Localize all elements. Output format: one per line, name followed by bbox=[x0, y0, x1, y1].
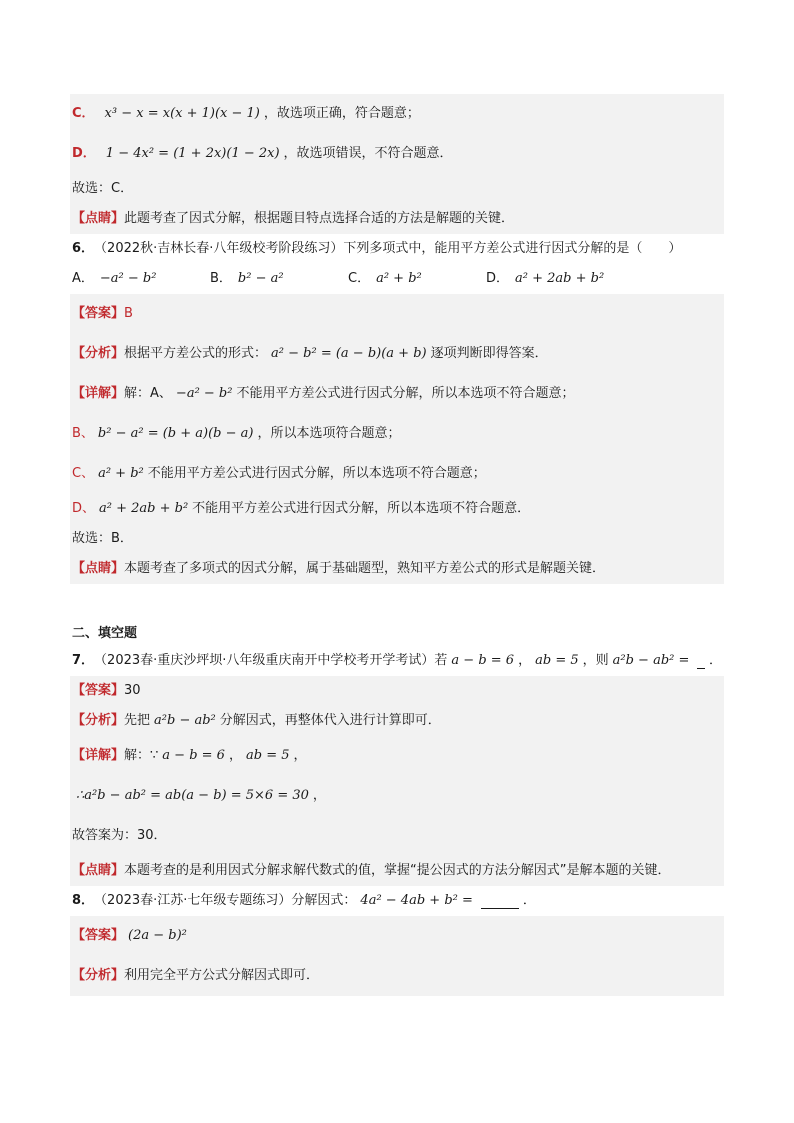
explanation-text: ，故选项正确，符合题意； bbox=[263, 106, 420, 121]
q5-option-c-explanation bbox=[70, 94, 724, 134]
answer-line-text: 故答案为：30． bbox=[72, 828, 167, 843]
question-source: （2022秋·吉林长春·八年级校考阶段练习） bbox=[94, 241, 344, 256]
formula: a² − b² = (a − b)(a + b) bbox=[271, 346, 427, 361]
formula: 1 − 4x² = (1 + 2x)(1 − 2x) bbox=[105, 146, 280, 161]
option-letter: C． bbox=[72, 106, 95, 121]
option-letter: D． bbox=[72, 146, 96, 161]
punctuation: ， bbox=[228, 748, 242, 763]
analysis-text: 逐项判断即得答案． bbox=[430, 346, 548, 361]
detail-letter: B、 bbox=[72, 426, 94, 441]
option-math: a² + b² bbox=[376, 271, 422, 286]
option-letter: C． bbox=[348, 271, 371, 286]
analysis-text: 根据平方差公式的形式： bbox=[124, 346, 268, 361]
question-source: （2023春·重庆沙坪坝·八年级重庆南开中学校考开学考试） bbox=[94, 653, 435, 668]
question-stem: 若 bbox=[434, 653, 448, 668]
q7-answer bbox=[70, 676, 724, 706]
analysis-text: 利用完全平方公式分解因式即可． bbox=[124, 968, 320, 983]
question-source: （2023春·江苏·七年级专题练习） bbox=[94, 893, 292, 908]
q8-stem bbox=[70, 886, 724, 916]
q6-analysis bbox=[70, 334, 724, 374]
answer-label: 【答案】 bbox=[72, 306, 125, 321]
analysis-label: 【分析】 bbox=[72, 968, 125, 983]
question-stem: ，则 bbox=[582, 653, 609, 668]
formula: ab = 5 bbox=[535, 653, 579, 668]
choose-text: 故选：B． bbox=[72, 531, 133, 546]
formula: b² − a² = (b + a)(b − a) bbox=[97, 426, 254, 441]
q7-comment bbox=[70, 856, 724, 886]
analysis-label: 【分析】 bbox=[72, 346, 125, 361]
formula: 4a² − 4ab + b² = bbox=[360, 893, 473, 908]
analysis-text: 分解因式，再整体代入进行计算即可． bbox=[219, 713, 441, 728]
q6-options bbox=[70, 264, 724, 294]
formula: a − b = 6 bbox=[451, 653, 515, 668]
detail-letter: C、 bbox=[72, 466, 95, 481]
q6-detail-b bbox=[70, 414, 724, 454]
comment-label: 【点睛】 bbox=[72, 863, 125, 878]
detail-text: 解：A、 bbox=[124, 386, 172, 401]
comment-text: 本题考查的是利用因式分解求解代数式的值，掌握“提公因式的方法分解因式”是解本题的关键． bbox=[124, 863, 671, 878]
formula: a²b − ab² = bbox=[612, 653, 690, 668]
answer-blank bbox=[697, 654, 705, 669]
comment-text: 本题考查了多项式的因式分解，属于基础题型，熟知平方差公式的形式是解题关键． bbox=[124, 561, 606, 576]
punctuation: ， bbox=[293, 748, 307, 763]
question-number: 6． bbox=[72, 241, 95, 256]
question-number: 7． bbox=[72, 653, 95, 668]
answer-blank bbox=[481, 894, 519, 909]
analysis-label: 【分析】 bbox=[72, 713, 125, 728]
answer-label: 【答案】 bbox=[72, 683, 125, 698]
analysis-text: 先把 bbox=[124, 713, 151, 728]
answer-formula: (2a − b)² bbox=[128, 928, 187, 943]
detail-label: 【详解】 bbox=[72, 748, 125, 763]
choose-text: 故选：C． bbox=[72, 181, 134, 196]
detail-text: 不能用平方差公式进行因式分解，所以本选项不符合题意． bbox=[192, 501, 531, 516]
question-stem: 分解因式： bbox=[291, 893, 357, 908]
punctuation: ． bbox=[708, 653, 722, 668]
punctuation: ， bbox=[312, 788, 326, 803]
formula: a²b − ab² bbox=[154, 713, 216, 728]
formula: ∴a²b − ab² = ab(a − b) = 5×6 = 30 bbox=[76, 788, 309, 803]
punctuation: ． bbox=[522, 893, 536, 908]
detail-text: 解：∵ bbox=[124, 748, 159, 763]
option-a bbox=[72, 269, 210, 289]
q6-comment bbox=[70, 554, 724, 584]
explanation-text: ，故选项错误，不符合题意． bbox=[283, 146, 453, 161]
q5-option-d-explanation bbox=[70, 134, 724, 174]
q6-stem bbox=[70, 234, 724, 264]
answer-value: 30 bbox=[124, 683, 141, 698]
q7-detail bbox=[70, 736, 724, 776]
option-math: −a² − b² bbox=[99, 271, 157, 286]
section-title: 二、填空题 bbox=[72, 626, 138, 641]
q8-analysis bbox=[70, 956, 724, 996]
answer-label: 【答案】 bbox=[72, 928, 125, 943]
option-letter: B． bbox=[210, 271, 232, 286]
formula: a² + b² bbox=[98, 466, 144, 481]
detail-label: 【详解】 bbox=[72, 386, 125, 401]
option-b bbox=[210, 269, 348, 289]
comment-label: 【点睛】 bbox=[72, 561, 125, 576]
q7-analysis bbox=[70, 706, 724, 736]
formula: x³ − x = x(x + 1)(x − 1) bbox=[104, 106, 260, 121]
q7-answer-line bbox=[70, 816, 724, 856]
q6-detail-c bbox=[70, 454, 724, 494]
q6-detail-d bbox=[70, 494, 724, 524]
q7-therefore bbox=[70, 776, 724, 816]
option-math: a² + 2ab + b² bbox=[515, 271, 605, 286]
document-page bbox=[70, 94, 724, 996]
detail-text: 不能用平方差公式进行因式分解，所以本选项不符合题意； bbox=[147, 466, 486, 481]
detail-text: 不能用平方差公式进行因式分解，所以本选项不符合题意； bbox=[236, 386, 575, 401]
formula: a² + 2ab + b² bbox=[99, 501, 189, 516]
q5-comment bbox=[70, 204, 724, 234]
formula: ab = 5 bbox=[245, 748, 290, 763]
question-stem: 下列多项式中，能用平方差公式进行因式分解的是（ ） bbox=[343, 241, 682, 256]
comment-text: 此题考查了因式分解，根据题目特点选择合适的方法是解题的关键． bbox=[124, 211, 515, 226]
q6-detail-a bbox=[70, 374, 724, 414]
punctuation: ， bbox=[518, 653, 532, 668]
detail-letter: D、 bbox=[72, 501, 96, 516]
q8-answer bbox=[70, 916, 724, 956]
formula: −a² − b² bbox=[175, 386, 233, 401]
q7-stem bbox=[70, 646, 724, 676]
formula: a − b = 6 bbox=[162, 748, 225, 763]
detail-text: ，所以本选项符合题意； bbox=[257, 426, 401, 441]
option-d bbox=[486, 269, 624, 289]
question-number: 8． bbox=[72, 893, 95, 908]
answer-value: B bbox=[124, 306, 133, 321]
option-c bbox=[348, 269, 486, 289]
option-letter: D． bbox=[486, 271, 510, 286]
q6-answer bbox=[70, 294, 724, 334]
option-math: b² − a² bbox=[237, 271, 284, 286]
option-letter: A． bbox=[72, 271, 94, 286]
q5-choose bbox=[70, 174, 724, 204]
q6-choose bbox=[70, 524, 724, 554]
comment-label: 【点睛】 bbox=[72, 211, 125, 226]
